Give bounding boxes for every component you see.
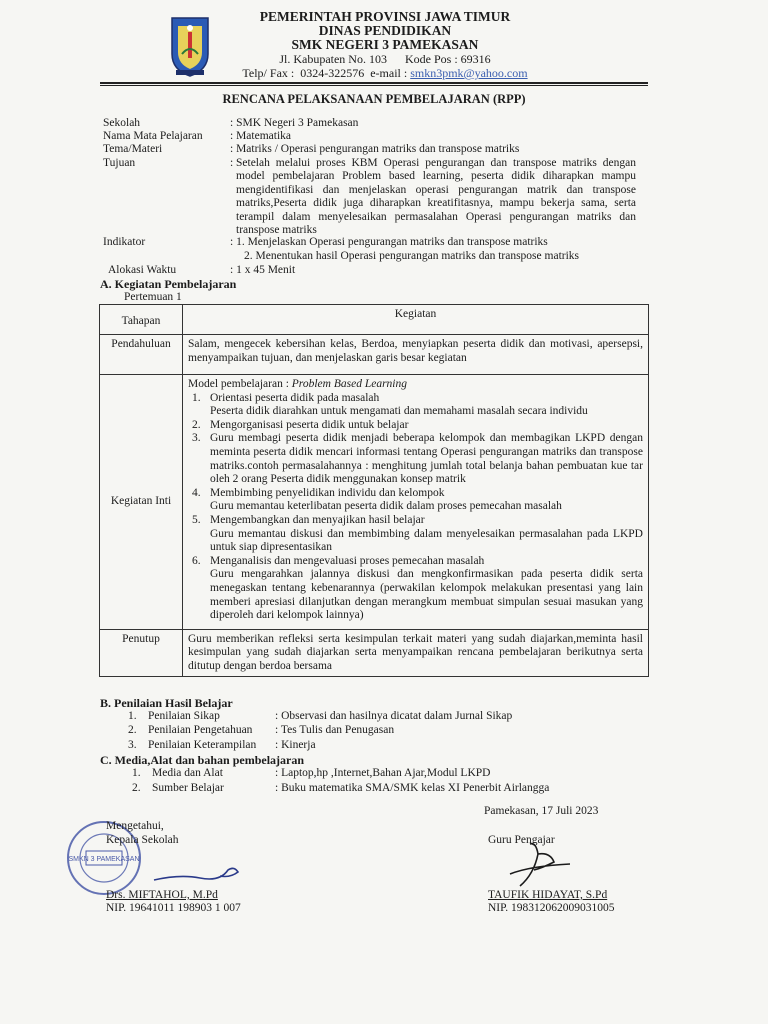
inti-content (183, 375, 649, 630)
step-desc: Guru memantau keterlibatan peserta didik dalam proses pemecahan masalah (210, 500, 562, 513)
sekolah-label: Sekolah (103, 117, 141, 129)
model-line (188, 378, 643, 392)
place-date: Pamekasan, 17 Juli 2023 (484, 805, 599, 817)
indikator-2: 2. Menentukan hasil Operasi pengurangan matriks dan transpose matriks (244, 250, 580, 262)
b-item-number: 2. (128, 724, 137, 736)
step-title: Mengembangkan dan menyajikan hasil belajar (210, 513, 425, 526)
model-prefix: Model pembelajaran : (188, 378, 292, 390)
headmaster-role: Kepala Sekolah (106, 834, 179, 846)
stamp-text: SMKN 3 PAMEKASAN (68, 856, 140, 863)
step-title: Orientasi peserta didik pada masalah (210, 391, 380, 404)
table-row (100, 335, 649, 375)
teacher-name: TAUFIK HIDAYAT, S.Pd (488, 889, 608, 901)
step-desc: Guru mengarahkan jalannya diskusi dan mengkonfirmasikan pada peserta didik serta menegaskan tentang kebenarannya (perwakilan kelompok melakukan presentasi yang lain memberi apresiasi dilanjutkan dengan merangkum membuat simpulan sesuai masukan yang diperoleh dari kelompok lainnya) (210, 568, 643, 622)
table-header-row (100, 305, 649, 335)
approval-label: Mengetahui, (106, 820, 164, 832)
step-title: Mengorganisasi peserta didik untuk belajar (210, 418, 409, 431)
b-item-label: Penilaian Sikap (148, 710, 220, 722)
activity-table (99, 304, 649, 677)
meeting-label: Pertemuan 1 (124, 291, 182, 303)
headmaster-signature-icon (150, 850, 250, 890)
step-title: Menganalisis dan mengevaluasi proses pemecahan masalah (210, 554, 485, 567)
alokasi-value: : 1 x 45 Menit (230, 264, 296, 276)
step-number: 3. (192, 432, 201, 445)
header-school: SMK NEGERI 3 PAMEKASAN (291, 37, 479, 52)
teacher-role: Guru Pengajar (488, 834, 555, 846)
c-item-number: 2. (132, 782, 141, 794)
tema-label: Tema/Materi (103, 143, 163, 155)
table-row (100, 375, 649, 630)
mapel-value: : Matematika (230, 130, 291, 142)
header-contact (150, 66, 620, 81)
list-item (188, 419, 643, 433)
penutup-label: Penutup (100, 629, 183, 677)
step-title: Membimbing penyelidikan individu dan kelompok (210, 486, 445, 499)
b-item-value: : Kinerja (275, 739, 316, 751)
tujuan-label: Tujuan (103, 157, 136, 169)
b-item-number: 3. (128, 739, 137, 751)
sekolah-value: : SMK Negeri 3 Pamekasan (230, 117, 359, 129)
inti-steps (188, 392, 643, 623)
header-tahapan: Tahapan (100, 305, 183, 335)
header-address: Jl. Kabupaten No. 103 Kode Pos : 69316 (279, 52, 491, 66)
step-number: 6. (192, 554, 201, 567)
list-item (188, 432, 643, 486)
step-desc: Guru memantau diskusi dan membimbing dalam menyelesaikan permasalahan pada LKPD untuk siap dipresentasikan (210, 527, 643, 554)
step-number: 1. (192, 391, 201, 404)
header-government: PEMERINTAH PROVINSI JAWA TIMUR (259, 9, 511, 24)
indikator-1: : 1. Menjelaskan Operasi pengurangan matriks dan transpose matriks (230, 236, 548, 248)
header-kegiatan: Kegiatan (183, 305, 649, 335)
step-number: 2. (192, 418, 201, 431)
section-b-title: B. Penilaian Hasil Belajar (100, 696, 233, 710)
table-row (100, 629, 649, 677)
step-number: 4. (192, 486, 201, 499)
header-phone: Telp/ Fax : 0324-322576 e-mail : (242, 66, 411, 80)
header-rule-thin (100, 85, 648, 86)
list-item (188, 514, 643, 555)
tema-value: : Matriks / Operasi pengurangan matriks dan transpose matriks (230, 143, 520, 155)
pendahuluan-text: Salam, mengecek kebersihan kelas, Berdoa, menyiapkan peserta didik dan motivasi, apersepsi, menyampaikan tujuan, dan menjelaskan garis besar kegiatan (183, 335, 649, 375)
header-agency: DINAS PENDIDIKAN (318, 23, 452, 38)
step-title: Guru membagi peserta didik menjadi beberapa kelompok dan membagikan LKPD dengan meminta peserta didik mencari informasi tentang Operasi pengurangan matriks dan transpose matriks.contoh permasalahannya : menghitung jumlah total belanja bahan pembuatan kue tar oleh 2 orang Peserta didik menggunakan konsep matrik (210, 432, 643, 486)
list-item (188, 392, 643, 419)
list-item (188, 487, 643, 514)
c-item-number: 1. (132, 767, 141, 779)
model-name: Problem Based Learning (291, 378, 407, 390)
step-number: 5. (192, 513, 201, 526)
section-c-title: C. Media,Alat dan bahan pembelajaran (100, 753, 305, 767)
mapel-label: Nama Mata Pelajaran (103, 130, 203, 142)
b-item-number: 1. (128, 710, 137, 722)
headmaster-nip: NIP. 19641011 198903 1 007 (106, 902, 241, 914)
c-item-label: Sumber Belajar (152, 782, 224, 794)
inti-label (100, 375, 183, 630)
b-item-label: Penilaian Keterampilan (148, 739, 257, 751)
teacher-nip: NIP. 198312062009031005 (488, 902, 615, 914)
alokasi-label: Alokasi Waktu (108, 264, 177, 276)
section-a-title: A. Kegiatan Pembelajaran (100, 277, 237, 291)
penutup-text: Guru memberikan refleksi serta kesimpulan terkait materi yang sudah diajarkan,meminta hasil kesimpulan yang sudah diajarkan serta menyampaikan rencana pembelajaran berikutnya serta ditutup dengan berdoa bersama (183, 629, 649, 677)
c-item-label: Media dan Alat (152, 767, 223, 779)
inti-label-text: Kegiatan Inti (110, 495, 172, 508)
headmaster-name: Drs. MIFTAHOL, M.Pd (106, 889, 218, 901)
step-desc: Peserta didik diarahkan untuk mengamati dan memahami masalah secara individu (210, 405, 588, 418)
document-title: RENCANA PELAKSANAAN PEMBELAJARAN (RPP) (222, 92, 526, 106)
list-item (188, 555, 643, 623)
c-item-value: : Buku matematika SMA/SMK kelas XI Penerbit Airlangga (275, 782, 550, 794)
teacher-signature-icon (490, 834, 590, 894)
tujuan-text: Setelah melalui proses KBM Operasi pengurangan dan transpose matriks dengan model pembelajaran Problem based learning, peserta didik diharapkan mampu mengidentifikasi dan menjelaskan operasi pengurangan matrik dan transpose matriks,Peserta didik juga diharapkan kreatifitasnya, mampu bekerja sama, serta terampil dalam menyelesaikan permasalahan Operasi pengurangan matriks dan transpose matriks (236, 157, 636, 237)
b-item-value: : Observasi dan hasilnya dicatat dalam Jurnal Sikap (275, 710, 513, 722)
b-item-value: : Tes Tulis dan Penugasan (275, 724, 395, 736)
b-item-label: Penilaian Pengetahuan (148, 724, 253, 736)
header-rule-thick (100, 82, 648, 84)
indikator-label: Indikator (103, 236, 146, 248)
tujuan-colon: : (230, 157, 234, 169)
pendahuluan-label: Pendahuluan (100, 335, 183, 375)
c-item-value: : Laptop,hp ,Internet,Bahan Ajar,Modul LKPD (275, 767, 491, 779)
email-link[interactable]: smkn3pmk@yahoo.com (410, 66, 528, 80)
